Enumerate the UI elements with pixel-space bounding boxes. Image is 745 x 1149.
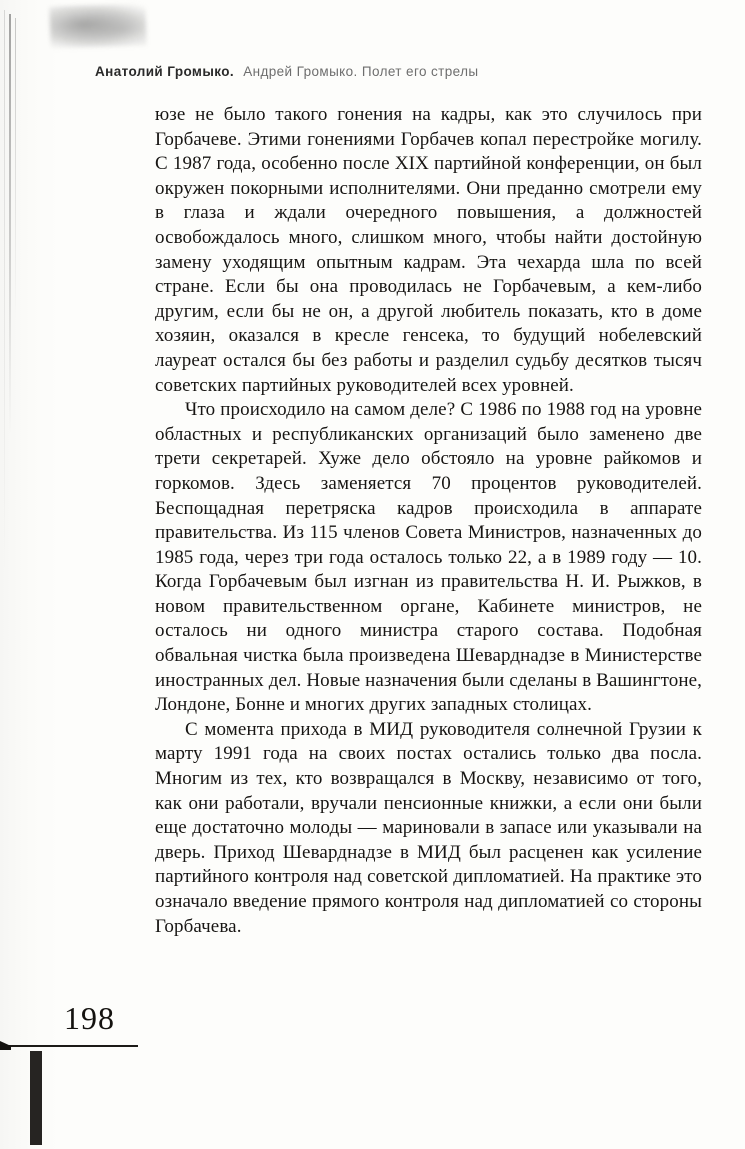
footer-rule	[0, 1045, 138, 1047]
scan-smudge	[49, 3, 146, 48]
page-number: 198	[64, 1000, 115, 1036]
header-book-title: Андрей Громыко. Полет его стрелы	[243, 64, 479, 79]
paragraph: юзе не было такого гонения на кадры, как это случилось при Горбачеве. Этими гонениями Горбачев копал перестройке могилу. С 1987 года, особенно после XIX партийной конференции, он был окружен покорными исполнителями. Они преданно смотрели ему в глаза и ждали очередного повышения, а должностей освобождалось много, слишком много, чтобы найти достойную замену уходящим опытным кадрам. Эта чехарда шла по всей стране. Если бы она проводилась не Горбачевым, а кем-либо другим, если бы не он, а другой любитель показать, кто в доме хозяин, оказался в кресле генсека, то будущий нобелевский лауреат остался бы без работы и разделил судьбу десятков тысяч советских партийных руководителей всех уровней.	[155, 104, 702, 396]
binding-shadow-line	[9, 14, 11, 434]
body-text-block	[155, 103, 702, 939]
crop-mark	[0, 1041, 11, 1050]
paragraph: С момента прихода в МИД руководителя солнечной Грузии к марту 1991 года на своих постах остались только два посла. Многим из тех, кто возвращался в Москву, независимо от того, как они работали, вручали пенсионные книжки, а если они были еще достаточно молоды — мариновали в запасе или указывали на дверь. Приход Шеварднадзе в МИД был расценен как усиление партийного контроля над советской дипломатией. На практике это означало введение прямого контроля над дипломатией со стороны Горбачева.	[155, 718, 702, 937]
binding-shadow-line	[4, 10, 5, 570]
header-author: Анатолий Громыко.	[95, 64, 235, 79]
binding-shadow-line	[15, 18, 16, 318]
running-header	[95, 64, 479, 79]
paragraph: Что происходило на самом деле? С 1986 по 1988 год на уровне областных и республиканских организаций было заменено две трети секретарей. Хуже дело обстояло на уровне райкомов и горкомов. Здесь заменяется 70 процентов руководителей. Беспощадная перетряска кадров происходила в аппарате правительства. Из 115 членов Совета Министров, назначенных до 1985 года, через три года осталось только 22, а в 1989 году — 10. Когда Горбачевым был изгнан из правительства Н. И. Рыжков, в новом правительственном органе, Кабинете министров, не осталось ни одного министра старого состава. Подобная обвальная чистка была произведена Шеварднадзе в Министерстве иностранных дел. Новые назначения были сделаны в Вашингтоне, Лондоне, Бонне и многих других западных столицах.	[155, 399, 702, 716]
binding-mark	[30, 1051, 42, 1145]
